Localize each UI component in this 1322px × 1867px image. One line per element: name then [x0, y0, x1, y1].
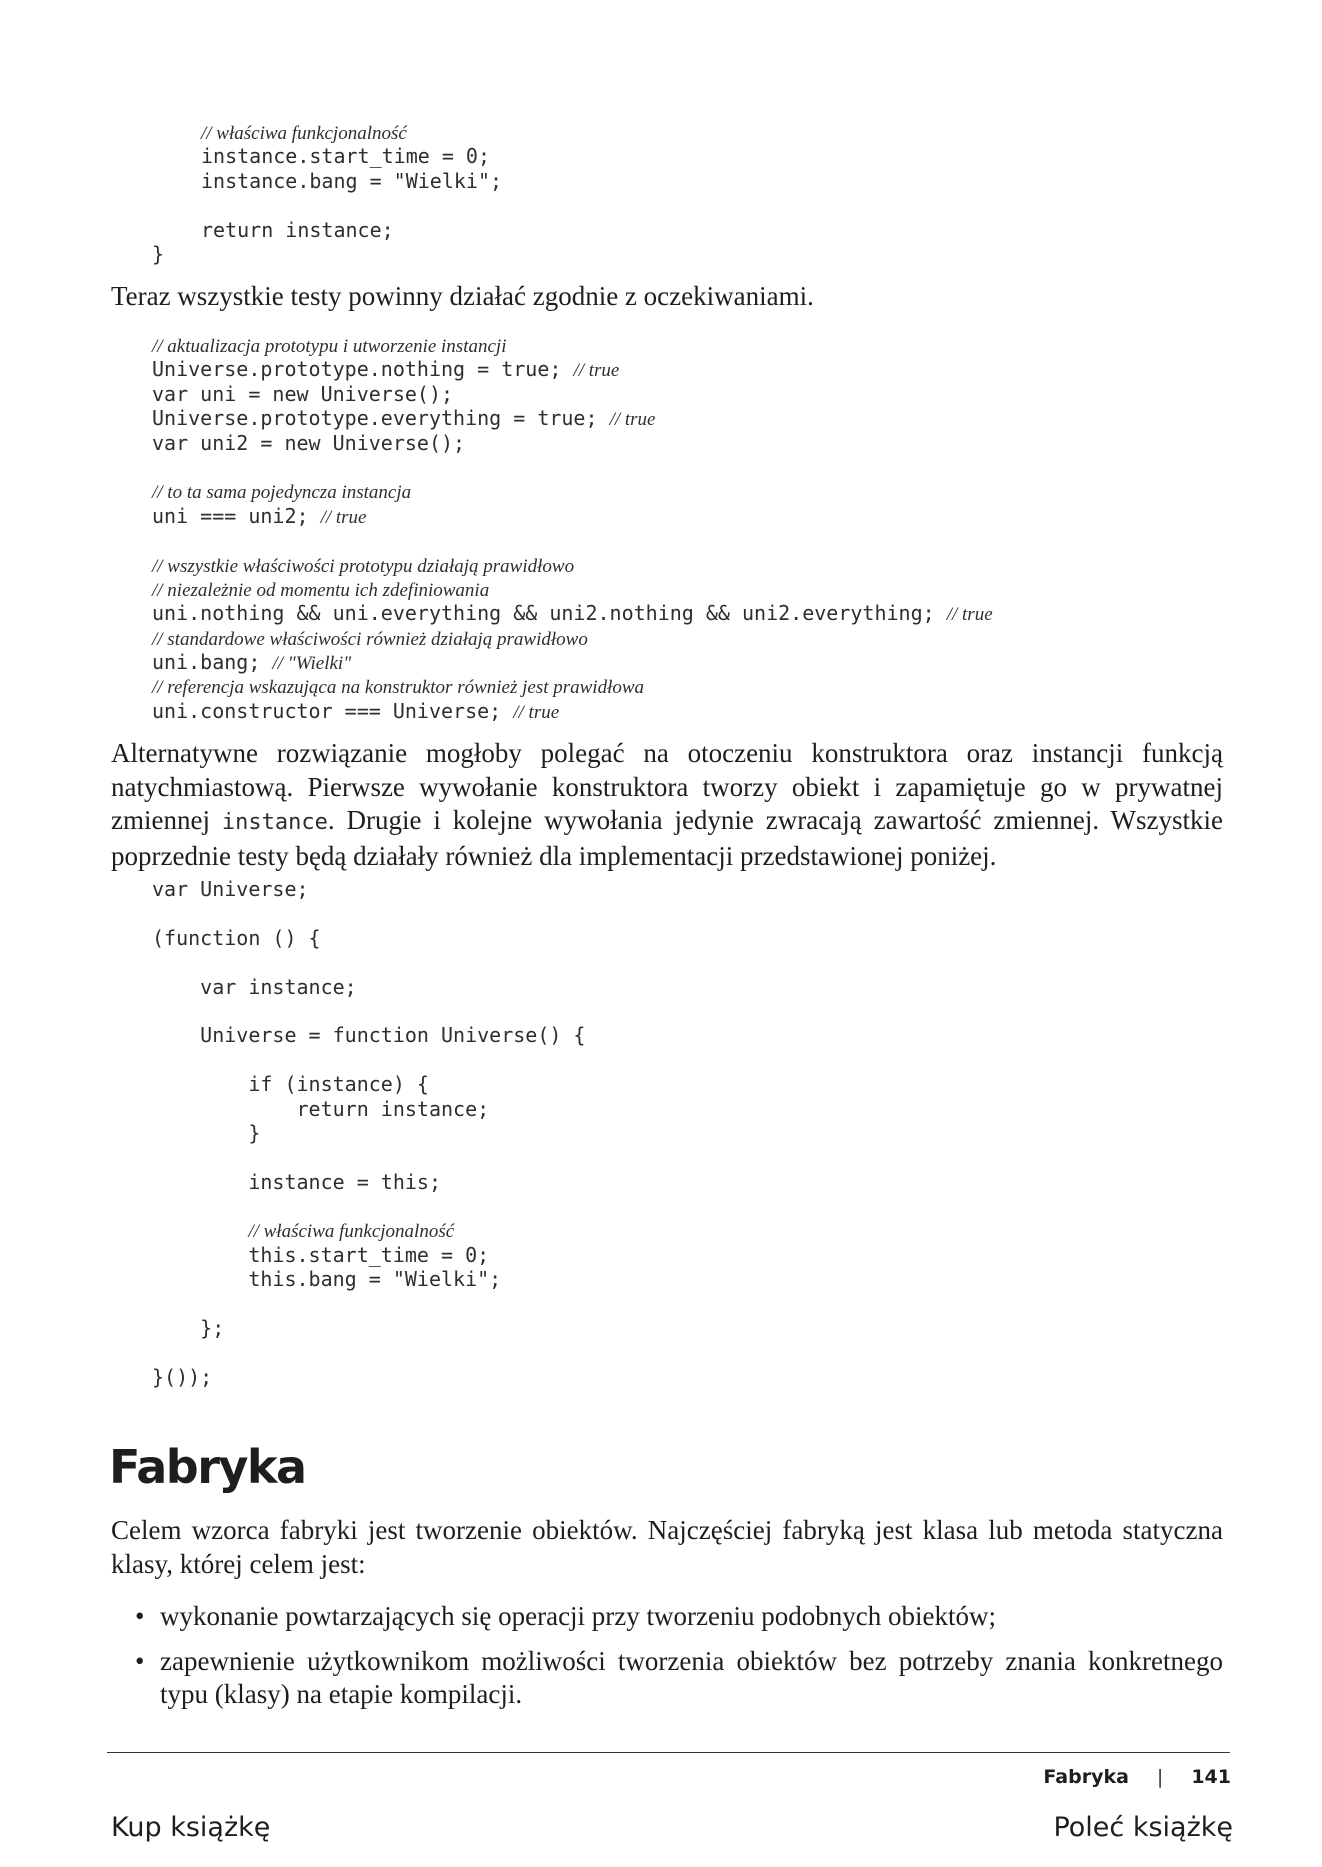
paragraph-alternative [111, 737, 1223, 873]
code-line [152, 999, 585, 1023]
code-text: return instance; [152, 1096, 490, 1121]
code-text: }; [152, 1316, 225, 1341]
code-comment: // wszystkie właściwości prototypu działają prawidłowo [152, 555, 575, 577]
list-item [111, 1600, 1223, 1634]
code-text: Universe.prototype.everything = true; [152, 406, 610, 431]
code-line [152, 950, 585, 974]
code-line [152, 877, 585, 901]
code-text [152, 1218, 248, 1242]
code-comment: // true [573, 360, 620, 382]
code-line [152, 1267, 585, 1291]
code-line [152, 479, 993, 503]
code-text: if (instance) { [152, 1072, 429, 1097]
paragraph-factory: Celem wzorca fabryki jest tworzenie obiektów. Najczęściej fabryką jest klasa lub metoda statyczna klasy, której celem jest: [111, 1515, 1223, 1579]
code-line [152, 1023, 585, 1047]
page-number: 141 [1191, 1766, 1231, 1788]
code-text: var uni2 = new Universe(); [152, 430, 466, 455]
code-comment: // true [609, 409, 656, 431]
code-line [152, 1194, 585, 1218]
code-block-tests [152, 333, 993, 723]
code-line [152, 431, 993, 455]
code-comment: // referencja wskazująca na konstruktor również jest prawidłowa [152, 677, 645, 699]
code-line [152, 1292, 585, 1316]
code-block-top [201, 120, 502, 242]
code-text: Universe = function Universe() { [152, 1023, 586, 1048]
page-footer [1043, 1766, 1231, 1788]
code-line [152, 1072, 585, 1096]
inline-code: instance [221, 810, 328, 836]
code-line [152, 1048, 585, 1072]
code-line [201, 120, 502, 144]
code-line [201, 218, 502, 242]
code-text: var Universe; [152, 877, 309, 901]
code-line [152, 1121, 585, 1145]
code-text: uni.bang; [152, 650, 273, 675]
code-line [152, 577, 993, 601]
paragraph-tests-intro: Teraz wszystkie testy powinny działać zgodnie z oczekiwaniami. [111, 281, 814, 311]
code-line [152, 1218, 585, 1242]
code-line [152, 601, 993, 625]
code-text: var instance; [152, 974, 357, 999]
code-comment: // właściwa funkcjonalność [248, 1221, 455, 1243]
footer-divider [107, 1752, 1230, 1753]
code-comment: // true [946, 604, 993, 626]
code-comment: // standardowe właściwości również działają prawidłowo [152, 628, 588, 650]
code-line [152, 357, 993, 381]
code-comment: // niezależnie od momentu ich zdefiniowania [152, 579, 490, 601]
code-text: instance.bang = "Wielki"; [201, 168, 503, 193]
code-line: } [152, 242, 165, 266]
code-line [152, 650, 993, 674]
bullet-icon: • [135, 1601, 145, 1631]
list-item-text: zapewnienie użytkownikom możliwości tworzenia obiektów bez potrzeby znania konkretnego typu (klasy) na etapie kompilacji. [160, 1645, 1223, 1710]
code-line [152, 699, 993, 723]
code-line [152, 1097, 585, 1121]
code-comment: // aktualizacja prototypu i utworzenie instancji [152, 336, 507, 357]
code-text: Universe.prototype.nothing = true; [152, 357, 574, 382]
code-line [152, 406, 993, 430]
code-line [152, 1170, 585, 1194]
code-line [152, 1316, 585, 1340]
code-comment: // true [320, 506, 367, 528]
code-line [152, 901, 585, 925]
code-text: instance = this; [152, 1169, 441, 1194]
code-line [152, 626, 993, 650]
bullet-icon: • [135, 1645, 145, 1676]
code-text: }()); [152, 1364, 213, 1389]
code-line [152, 528, 993, 552]
footer-section-title: Fabryka [1043, 1766, 1129, 1788]
code-text: this.bang = "Wielki"; [152, 1267, 502, 1292]
bullet-list [111, 1600, 1223, 1723]
paragraph-text: . Drugie i kolejne wywołania jedynie zwracają zawartość zmiennej. Wszystkie poprzednie testy będą działały również dla implementacji przedstawionej poniżej. [111, 805, 1223, 871]
code-comment: // właściwa funkcjonalność [201, 123, 407, 144]
footer-separator: | [1156, 1766, 1164, 1788]
section-heading: Fabryka [109, 1440, 306, 1494]
buy-book-link[interactable]: Kup książkę [111, 1812, 271, 1843]
recommend-book-link[interactable]: Poleć książkę [1053, 1812, 1233, 1843]
code-text: uni.constructor === Universe; [152, 698, 514, 723]
code-line [152, 1243, 585, 1267]
code-line [152, 504, 993, 528]
code-line [152, 975, 585, 999]
code-line [152, 1145, 585, 1169]
code-comment: // to ta sama pojedyncza instancja [152, 482, 412, 504]
list-item-text: wykonanie powtarzających się operacji przy tworzeniu podobnych obiektów; [160, 1601, 996, 1631]
paragraph-text: Alternatywne rozwiązanie mogłoby polegać na otoczeniu konstruktora oraz instancji funkcją natychmiastową. Pierwsze wywołanie konstruktora tworzy obiekt i zapamiętuje go w prywatnej zmiennej [111, 738, 1223, 836]
code-text: this.start_time = 0; [152, 1242, 490, 1267]
code-line [152, 1340, 585, 1364]
code-text: } [152, 1120, 261, 1145]
code-block-top-close [152, 242, 164, 266]
code-text: var uni = new Universe(); [152, 381, 454, 406]
code-line [201, 144, 502, 168]
code-text: (function () { [152, 925, 321, 950]
code-line [152, 455, 993, 479]
code-text: uni === uni2; [152, 503, 321, 528]
code-comment: // true [513, 701, 560, 723]
code-block-implementation [152, 877, 585, 1389]
code-line [201, 193, 502, 217]
code-line [201, 169, 502, 193]
code-text: return instance; [201, 217, 394, 242]
code-text: uni.nothing && uni.everything && uni2.nothing && uni2.everything; [152, 601, 947, 626]
code-comment: // "Wielki" [272, 653, 352, 675]
code-line [152, 926, 585, 950]
code-line [152, 382, 993, 406]
list-item [111, 1645, 1223, 1712]
code-line [152, 553, 993, 577]
code-line [152, 1365, 585, 1389]
code-text: instance.start_time = 0; [201, 144, 490, 169]
code-line [152, 674, 993, 698]
code-line [152, 333, 993, 357]
